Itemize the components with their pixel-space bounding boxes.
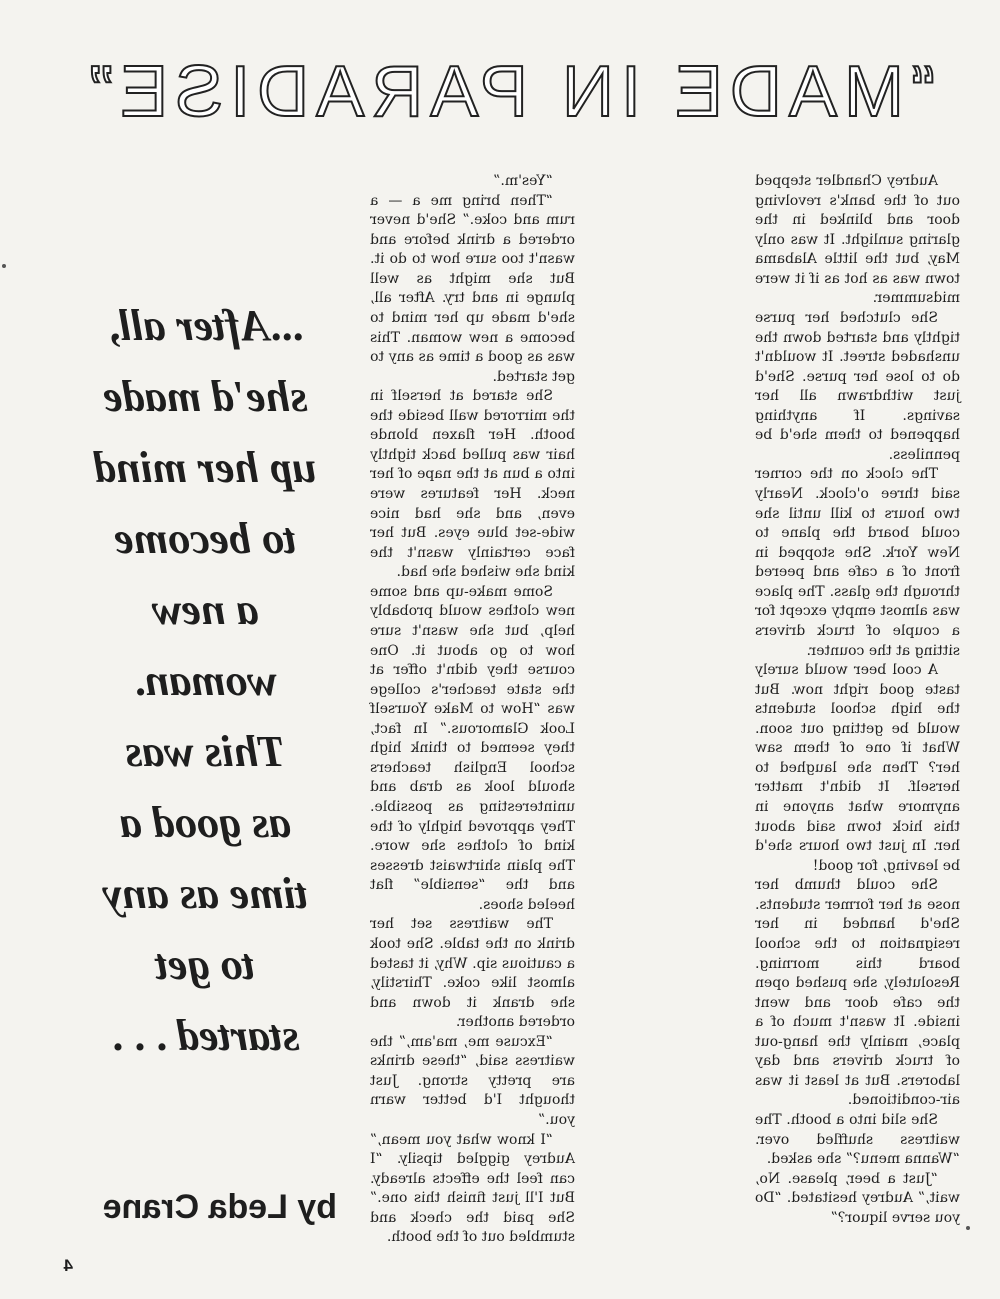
paragraph: A cool beer would surely taste good right now. But the high school students would be getting out soon. What if one of them saw her? Then she laughed to herself. It didn't matter anymore what anyone in this hick town said about her. In just two hours she'd be leaving, for good! — [755, 662, 960, 874]
page-number: 4 — [63, 1256, 73, 1275]
pull-quote-line: time as any — [102, 869, 308, 918]
paragraph: She clutched her purse tightly and started down the unshaded street. It wouldn't do to lose her purse. She'd just withdrawn all her savings. If anything happened to them she'd be penniless. — [755, 309, 960, 463]
story-title: “MADE IN PARADISE” — [82, 52, 935, 132]
pull-quote-line: to get — [155, 940, 255, 989]
pull-quote — [70, 290, 340, 1071]
paragraph: Some make-up and some new clothes would probably help, but she wasn't sure how to go about it. One course they didn't offer at the state teacher's college was “How to Make Yourself Look Glamorous.” In fact, they seemed to think high school English teachers should look as drab and uninteresting as possible. They approved highly of the kind of clothes she wore. The plain shirtwaist dresses and the “sensible” flat heeled shoes. — [370, 583, 575, 913]
paragraph: The waitress set her drink on the table. She took a cautious sip. Why, it tasted almost like coke. Thirstily, she drank it down and ordered another. — [370, 916, 575, 1031]
story-column-1 — [755, 172, 960, 1228]
pull-quote-line: This was — [124, 727, 286, 776]
pull-quote-line: she'd made — [102, 372, 308, 421]
pull-quote-line: ...After all, — [107, 301, 303, 350]
paragraph: “Yes'm.” — [493, 173, 553, 189]
paragraph: “Just a beer, please. No, wait,” Audrey hesitated. “Do you serve liquor?” — [755, 1170, 960, 1226]
paragraph: She stared at herself in the mirrored wall beside the booth. Her flaxen blonde hair was pulled back tightly into a bun at the nape of her neck. Her features were even, and she had nice wide-set blue eyes. But her face certainly wasn't the kind she wished she had. — [370, 388, 575, 581]
pull-quote-line: to become — [113, 514, 297, 563]
paragraph: “Then bring me a — a rum and coke.” She'd never ordered a drink before and wasn't too sure how to do it. But she might as well plunge in and try. After all, she'd made up her mind to become a new woman. This was as good a time as any to get started. — [370, 192, 575, 385]
paragraph: She could thumb her nose at her former students. She'd handed in her resignation to the school board this morning. Resolutely, she pushed open the cafe door and went inside. It wasn't much of a place, mainly the hang-out of truck drivers and day laborers. But at least it was air-conditioned. — [755, 877, 960, 1109]
pull-quote-line: up her mind — [93, 443, 317, 492]
byline: by Leda Crane — [102, 1188, 337, 1226]
pull-quote-line: woman. — [133, 656, 277, 705]
paragraph: Audrey Chandler stepped out of the bank's revolving door and blinked in the glaring sunlight. It was only May, but the little Alabama town was as hot as if it were midsummer. — [755, 173, 960, 307]
paragraph: “I know what you mean,” Audrey giggled tipsily. “I can feel the effects already. But I'll just finish this one.” She paid the check and stumbled out of the booth. — [370, 1131, 575, 1246]
paragraph: She slid into a booth. The waitress shuffled over. “Wanna menu?” she asked. — [755, 1112, 960, 1168]
scan-speck — [966, 1226, 970, 1230]
paragraph: “Excuse me, ma'am,” the waitress said, “these drinks are pretty strong. Just thought I'd better warn you.” — [370, 1033, 575, 1128]
story-column-2 — [370, 172, 575, 1248]
pull-quote-line: started . . . — [110, 1011, 300, 1060]
pull-quote-line: as good a — [119, 798, 291, 847]
paragraph: The clock on the corner said three o'clock. Nearly two hours to kill until she could board the plane to New York. She stopped in front of a cafe and peered through the glass. The place was almost empty except for a couple of truck drivers sitting at the counter. — [755, 466, 960, 659]
pull-quote-line: a new — [151, 585, 259, 634]
scan-speck — [2, 264, 6, 268]
